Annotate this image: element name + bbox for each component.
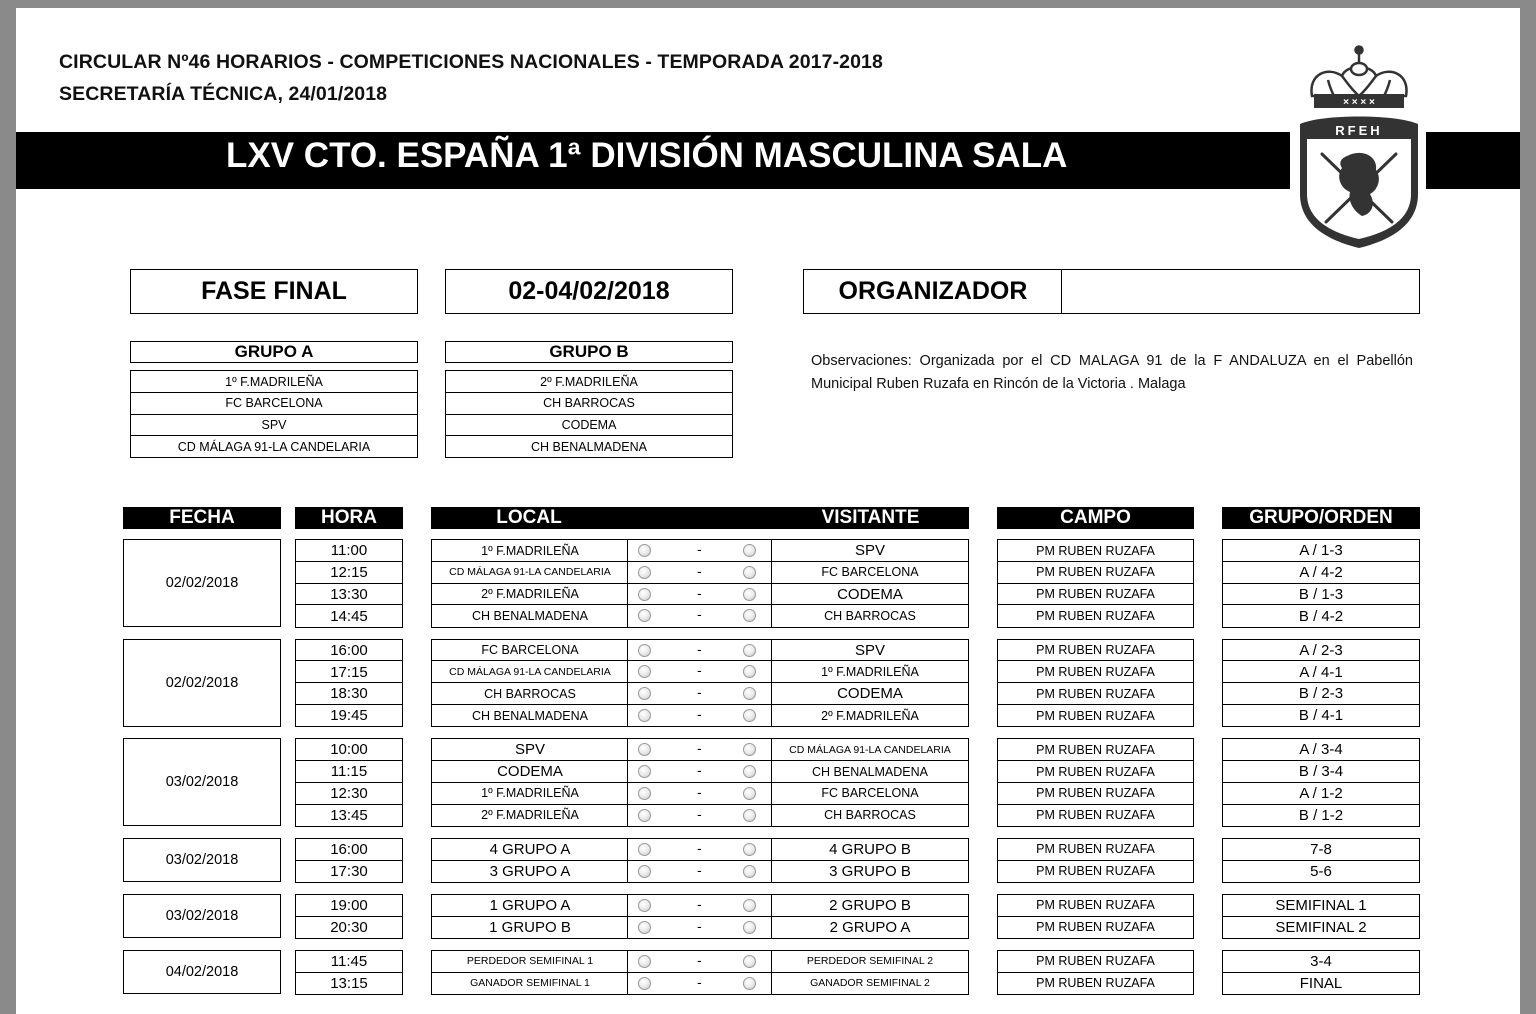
match-time: 17:15 — [295, 660, 403, 683]
group-order: 3-4 — [1222, 950, 1420, 973]
match-time: 11:45 — [295, 950, 403, 973]
visitor-team: 2 GRUPO A — [771, 916, 969, 939]
col-header-grupo: GRUPO/ORDEN — [1222, 507, 1420, 529]
group-team: CH BENALMADENA — [445, 435, 733, 458]
score-separator: - — [697, 606, 702, 623]
secretaria-line: SECRETARÍA TÉCNICA, 24/01/2018 — [59, 83, 388, 105]
match-time: 13:45 — [295, 804, 403, 827]
venue: PM RUBEN RUZAFA — [997, 604, 1194, 627]
match-time: 19:45 — [295, 704, 403, 727]
document-page — [16, 8, 1520, 1014]
venue: PM RUBEN RUZAFA — [997, 660, 1194, 683]
visitor-team: SPV — [771, 639, 969, 662]
local-team: GANADOR SEMIFINAL 1 — [431, 972, 629, 995]
visitor-team: CODEMA — [771, 583, 969, 606]
local-team: 1º F.MADRILEÑA — [431, 782, 629, 805]
local-team: 1 GRUPO A — [431, 894, 629, 917]
ball-icon — [743, 544, 756, 557]
visitor-team: 4 GRUPO B — [771, 838, 969, 861]
ball-icon — [743, 921, 756, 934]
match-time: 10:00 — [295, 738, 403, 761]
match-time: 13:30 — [295, 583, 403, 606]
group-order: A / 2-3 — [1222, 639, 1420, 662]
local-team: FC BARCELONA — [431, 639, 629, 662]
title-bar-right — [1426, 132, 1520, 189]
group-order: 5-6 — [1222, 860, 1420, 883]
local-team: CH BARROCAS — [431, 682, 629, 705]
group-team: CH BARROCAS — [445, 392, 733, 415]
local-team: CH BENALMADENA — [431, 604, 629, 627]
local-team: 1º F.MADRILEÑA — [431, 539, 629, 562]
match-time: 12:30 — [295, 782, 403, 805]
ball-icon — [638, 566, 651, 579]
venue: PM RUBEN RUZAFA — [997, 539, 1194, 562]
venue: PM RUBEN RUZAFA — [997, 860, 1194, 883]
group-order: B / 4-1 — [1222, 704, 1420, 727]
group-header: GRUPO A — [130, 341, 418, 363]
ball-icon — [743, 955, 756, 968]
local-team: 3 GRUPO A — [431, 860, 629, 883]
score-separator: - — [697, 562, 702, 579]
group-team: 1º F.MADRILEÑA — [130, 370, 418, 393]
ball-icon — [638, 865, 651, 878]
ball-icon — [743, 644, 756, 657]
score-separator: - — [697, 684, 702, 701]
score-separator: - — [697, 951, 702, 968]
venue: PM RUBEN RUZAFA — [997, 704, 1194, 727]
venue: PM RUBEN RUZAFA — [997, 950, 1194, 973]
match-date: 03/02/2018 — [123, 894, 281, 939]
group-order: A / 1-2 — [1222, 782, 1420, 805]
match-time: 16:00 — [295, 838, 403, 861]
score-separator: - — [697, 662, 702, 679]
ball-icon — [743, 865, 756, 878]
ball-icon — [638, 899, 651, 912]
match-time: 12:15 — [295, 561, 403, 584]
venue: PM RUBEN RUZAFA — [997, 561, 1194, 584]
ball-icon — [638, 921, 651, 934]
venue: PM RUBEN RUZAFA — [997, 972, 1194, 995]
venue: PM RUBEN RUZAFA — [997, 838, 1194, 861]
group-order: B / 1-3 — [1222, 583, 1420, 606]
local-team: CODEMA — [431, 760, 629, 783]
phase-box: FASE FINAL — [130, 269, 418, 314]
group-order: A / 4-2 — [1222, 561, 1420, 584]
ball-icon — [638, 955, 651, 968]
group-order: B / 2-3 — [1222, 682, 1420, 705]
local-team: CH BENALMADENA — [431, 704, 629, 727]
local-team: PERDEDOR SEMIFINAL 1 — [431, 950, 629, 973]
match-date: 03/02/2018 — [123, 738, 281, 826]
local-team: CD MÁLAGA 91-LA CANDELARIA — [431, 561, 629, 584]
ball-icon — [638, 644, 651, 657]
group-order: SEMIFINAL 1 — [1222, 894, 1420, 917]
ball-icon — [638, 544, 651, 557]
group-team: CODEMA — [445, 414, 733, 437]
venue: PM RUBEN RUZAFA — [997, 804, 1194, 827]
visitor-team: CH BARROCAS — [771, 804, 969, 827]
ball-icon — [638, 843, 651, 856]
visitor-team: 2 GRUPO B — [771, 894, 969, 917]
venue: PM RUBEN RUZAFA — [997, 738, 1194, 761]
group-order: B / 1-2 — [1222, 804, 1420, 827]
match-date: 02/02/2018 — [123, 539, 281, 627]
col-header-local: LOCAL — [496, 507, 562, 528]
ball-icon — [743, 809, 756, 822]
local-team: 4 GRUPO A — [431, 838, 629, 861]
match-time: 20:30 — [295, 916, 403, 939]
organizer-value — [1061, 269, 1420, 314]
venue: PM RUBEN RUZAFA — [997, 682, 1194, 705]
group-order: A / 1-3 — [1222, 539, 1420, 562]
visitor-team: CH BARROCAS — [771, 604, 969, 627]
group-order: B / 4-2 — [1222, 604, 1420, 627]
match-time: 17:30 — [295, 860, 403, 883]
visitor-team: 2º F.MADRILEÑA — [771, 704, 969, 727]
visitor-team: CODEMA — [771, 682, 969, 705]
score-separator: - — [697, 740, 702, 757]
match-time: 11:00 — [295, 539, 403, 562]
score-separator: - — [697, 861, 702, 878]
ball-icon — [743, 765, 756, 778]
local-team: SPV — [431, 738, 629, 761]
match-time: 18:30 — [295, 682, 403, 705]
ball-icon — [743, 787, 756, 800]
ball-icon — [638, 765, 651, 778]
local-team: 2º F.MADRILEÑA — [431, 583, 629, 606]
ball-icon — [743, 899, 756, 912]
local-team: 1 GRUPO B — [431, 916, 629, 939]
svg-text:× × × ×: × × × × — [1343, 97, 1375, 108]
match-date: 02/02/2018 — [123, 639, 281, 727]
rfeh-logo — [1292, 44, 1426, 250]
group-order: 7-8 — [1222, 838, 1420, 861]
visitor-team: SPV — [771, 539, 969, 562]
score-separator: - — [697, 762, 702, 778]
ball-icon — [638, 977, 651, 990]
col-header-fecha: FECHA — [123, 507, 281, 529]
visitor-team: PERDEDOR SEMIFINAL 2 — [771, 950, 969, 973]
group-header: GRUPO B — [445, 341, 733, 363]
match-time: 13:15 — [295, 972, 403, 995]
ball-icon — [638, 588, 651, 601]
group-team: 2º F.MADRILEÑA — [445, 370, 733, 393]
dates-box: 02-04/02/2018 — [445, 269, 733, 314]
score-separator: - — [697, 783, 702, 800]
ball-icon — [743, 709, 756, 722]
group-order: SEMIFINAL 2 — [1222, 916, 1420, 939]
visitor-team: 3 GRUPO B — [771, 860, 969, 883]
visitor-team: GANADOR SEMIFINAL 2 — [771, 972, 969, 995]
visitor-team: CD MÁLAGA 91-LA CANDELARIA — [771, 738, 969, 761]
ball-icon — [638, 787, 651, 800]
local-team: CD MÁLAGA 91-LA CANDELARIA — [431, 660, 629, 683]
score-separator: - — [697, 895, 702, 912]
match-date: 03/02/2018 — [123, 838, 281, 883]
col-header-hora: HORA — [295, 507, 403, 529]
score-separator: - — [697, 805, 702, 822]
venue: PM RUBEN RUZAFA — [997, 639, 1194, 662]
championship-title: LXV CTO. ESPAÑA 1ª DIVISIÓN MASCULINA SALA — [226, 136, 1068, 175]
rfeh-logo-text: RFEH — [1335, 123, 1383, 138]
venue: PM RUBEN RUZAFA — [997, 782, 1194, 805]
group-team: CD MÁLAGA 91-LA CANDELARIA — [130, 435, 418, 458]
col-header-visitante: VISITANTE — [821, 507, 920, 528]
score-separator: - — [697, 917, 702, 934]
group-order: B / 3-4 — [1222, 760, 1420, 783]
group-order: FINAL — [1222, 972, 1420, 995]
venue: PM RUBEN RUZAFA — [997, 583, 1194, 606]
observations: Observaciones: Organizada por el CD MALAGA 91 de la F ANDALUZA en el Pabellón Municipal Ruben Ruzafa en Rincón de la Victoria . Malaga — [811, 353, 1413, 392]
organizer-label: ORGANIZADOR — [803, 269, 1063, 314]
col-header-match — [431, 507, 969, 529]
ball-icon — [638, 709, 651, 722]
col-header-campo: CAMPO — [997, 507, 1194, 529]
score-separator: - — [697, 640, 702, 657]
match-time: 16:00 — [295, 639, 403, 662]
group-team: SPV — [130, 414, 418, 437]
ball-icon — [638, 809, 651, 822]
visitor-team: 1º F.MADRILEÑA — [771, 660, 969, 683]
group-order: A / 3-4 — [1222, 738, 1420, 761]
score-separator: - — [697, 973, 702, 990]
ball-icon — [743, 843, 756, 856]
visitor-team: FC BARCELONA — [771, 561, 969, 584]
venue: PM RUBEN RUZAFA — [997, 760, 1194, 783]
venue: PM RUBEN RUZAFA — [997, 894, 1194, 917]
match-time: 19:00 — [295, 894, 403, 917]
score-separator: - — [697, 706, 702, 722]
score-separator: - — [697, 584, 702, 601]
ball-icon — [743, 566, 756, 579]
match-time: 14:45 — [295, 604, 403, 627]
ball-icon — [743, 588, 756, 601]
score-separator: - — [697, 541, 702, 557]
score-separator: - — [697, 839, 702, 856]
local-team: 2º F.MADRILEÑA — [431, 804, 629, 827]
match-time: 11:15 — [295, 760, 403, 783]
circular-title: CIRCULAR Nº46 HORARIOS - COMPETICIONES NACIONALES - TEMPORADA 2017-2018 — [59, 51, 883, 73]
venue: PM RUBEN RUZAFA — [997, 916, 1194, 939]
group-team: FC BARCELONA — [130, 392, 418, 415]
match-date: 04/02/2018 — [123, 950, 281, 995]
visitor-team: FC BARCELONA — [771, 782, 969, 805]
ball-icon — [743, 977, 756, 990]
group-order: A / 4-1 — [1222, 660, 1420, 683]
visitor-team: CH BENALMADENA — [771, 760, 969, 783]
